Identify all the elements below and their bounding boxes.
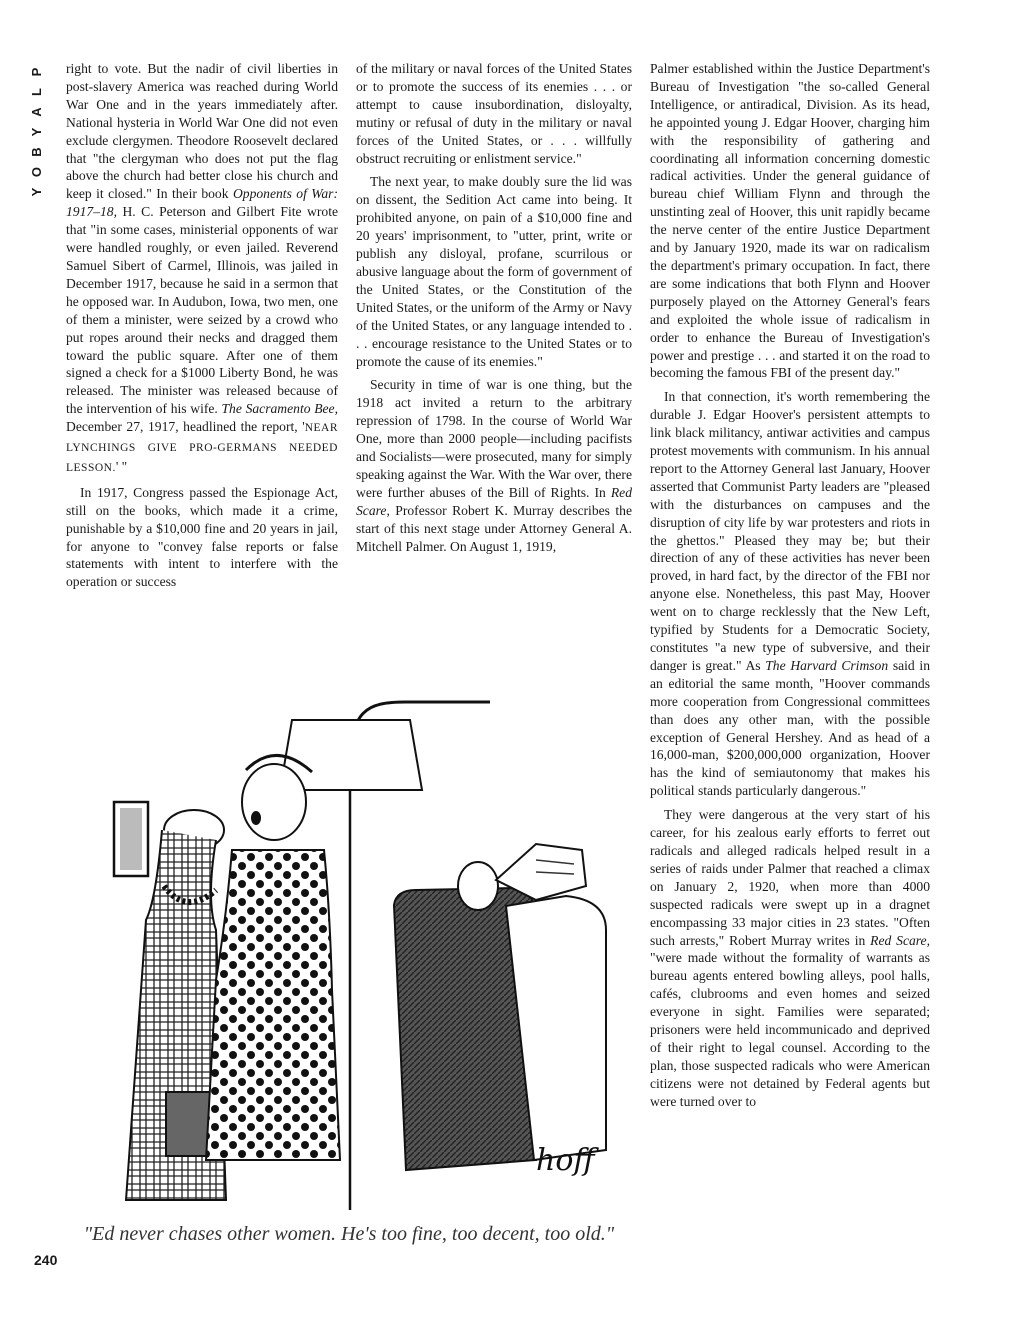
running-head-letter: O: [29, 166, 44, 178]
paragraph: They were dangerous at the very start of his career, for his zealous early efforts to ferret out radicals and alleged radicals helped result in a series of raids under Palmer that reached a climax on January 2, 1920, when more than 4000 suspected radicals were swept up in a dragnet encompassing 33 major cities in 23 states. "Often such arrests," Robert Murray writes in Red Scare, "were made without the formality of warrants as bureau agents entered bowling alleys, pool halls, cafés, clubrooms and even homes and seized everyone in sight. Families were separated; prisoners were held incommunicado and deprived of their right to legal counsel. According to the plan, those suspected radicals who were American citizens were not detained by Federal agents but were turned over to: [650, 807, 930, 1109]
man-head: [458, 862, 498, 910]
running-head-letter: Y: [29, 127, 44, 137]
page-number: 240: [34, 1252, 58, 1268]
running-head-letter: L: [29, 88, 44, 96]
lampshade: [280, 720, 422, 790]
running-head-letter: A: [29, 107, 44, 117]
paragraph: Security in time of war is one thing, but the 1918 act invited a return to the arbitrary repression of 1798. In the course of World War One, more than 2000 people—including pacifists and Socialists—were prosecuted, many for simply speaking against the War. With the War over, there were further abuses of the Bill of Rights. In Red Scare, Professor Robert K. Murray describes the start of this next stage under Attorney General A. Mitchell Palmer. On August 1, 1919,: [356, 377, 632, 554]
article-column-2: [356, 60, 632, 555]
cartoon-drawing: [66, 690, 632, 1220]
book-title: Red Scare,: [870, 932, 930, 948]
newspaper-title: The Sacramento Bee,: [221, 401, 338, 417]
cartoonist-signature: hoff: [536, 1143, 595, 1178]
newspaper-headline: NEAR LYNCHINGS GIVE PRO-GERMANS NEEDED LESSON.: [66, 422, 338, 474]
open-mouth: [251, 811, 261, 825]
paragraph: of the military or naval forces of the United States or to promote the success of its enemies . . . or attempt to cause insubordination, disloyalty, mutiny or refusal of duty in the military or naval forces of the United States, or . . . willfully obstruct recruiting or enlistment service.": [356, 61, 632, 166]
magazine-running-head: [26, 62, 48, 202]
cartoon-illustration: [66, 690, 632, 1220]
article-column-1: [66, 60, 338, 591]
running-head-letter: B: [29, 147, 44, 157]
newspaper-title: The Harvard Crimson: [765, 657, 889, 673]
running-head-letter: P: [29, 67, 44, 77]
cartoon-caption: "Ed never chases other women. He's too fine, too decent, too old.": [83, 1223, 615, 1245]
paragraph: right to vote. But the nadir of civil liberties in post-slavery America was reached during World War One and in the years immediately after. National hysteria in World War One did not even exclude clergymen. Theodore Roosevelt declared that "the clergyman who does not put the flag above the church had better close his church and keep it closed." In their book Opponents of War: 1917–18, H. C. Peterson and Gilbert Fite wrote that "in some cases, ministerial opponents of war were handled roughly, or even jailed. Reverend Samuel Sibert of Carmel, Illinois, was jailed in December 1917, because he said in a sermon that he opposed war. In Audubon, Iowa, two men, one of them a minister, were seized by a crowd who put ropes around their necks and dragged them toward the public square. After one of them signed a check for a $1000 Liberty Bond, he was released. The minister was released because of the intervention of his wife. The Sacramento Bee, December 27, 1917, headlined the report, 'NEAR LYNCHINGS GIVE PRO-GERMANS NEEDED LESSON.' ": [66, 61, 338, 474]
paragraph: Palmer established within the Justice Department's Bureau of Investigation "the so-called General Intelligence, or antiradical, Division. As its head, he appointed young J. Edgar Hoover, charging him with the responsibility of gathering and coordinating all information concerning domestic radical activities. Under the general guidance of bureau chief William Flynn and through the unstinting zeal of Hoover, this unit rapidly became the nerve center of the entire Justice Department and by January 1920, made its war on radicalism the department's primary occupation. In fact, there are some indications that both Flynn and Hoover purposely played on the Attorney General's fears and exploited the whole issue of radicalism in order to enhance the Bureau of Investigation's power and prestige . . . and started it on the road to becoming the famous FBI of the present day.": [650, 61, 930, 381]
paragraph: In that connection, it's worth remembering the durable J. Edgar Hoover's persistent attempts to link black militancy, antiwar activities and campus protest movements with communism. In his annual report to the Attorney General last January, Hoover asserted that Communist Party leaders are "pleased with the disturbances on campuses and the disruption of city life by war protesters and riots in the ghettos." Pleased they may be; but their direction of any of these activities has never been proved, in hard fact, by the director of the FBI nor anyone else. Nonetheless, this past May, Hoover went on to charge recklessly that the New Left, typified by Students for a Democratic Society, constitutes "a new type of subversive, and their danger is great." As The Harvard Crimson said in an editorial the same month, "Hoover commands more cooperation from Congressional committees than does any other man, with the possible exception of General Hershey. And as head of a 16,000-man, $200,000,000 organization, Hoover has the kind of semiautonomy that makes his political stands particularly dangerous.": [650, 389, 930, 799]
paragraph: The next year, to make doubly sure the lid was on dissent, the Sedition Act came into being. It prohibited anyone, on pain of a $10,000 fine and 20 years' imprisonment, to "utter, print, write or publish any disloyal, profane, scurrilous or abusive language about the form of government of the United States, or the Constitution of the United States, or the uniform of the Army or Navy of the United States, or any language intended to . . . encourage resistance to the United States or to promote the cause of its enemies.": [356, 174, 632, 369]
book-title: Opponents of War: 1917–18,: [66, 186, 338, 220]
paragraph: In 1917, Congress passed the Espionage Act, still on the books, which made it a crime, punishable by a $10,000 fine and 20 years in jail, for anyone to "convey false reports or false statements with intent to interfere with the operation or success: [66, 484, 338, 590]
article-column-3: [650, 60, 930, 1111]
woman-head: [242, 764, 306, 840]
book-title: Red Scare,: [356, 484, 632, 518]
woman-polka-dot-dress: [206, 850, 340, 1160]
running-head-letter: Y: [29, 187, 44, 197]
